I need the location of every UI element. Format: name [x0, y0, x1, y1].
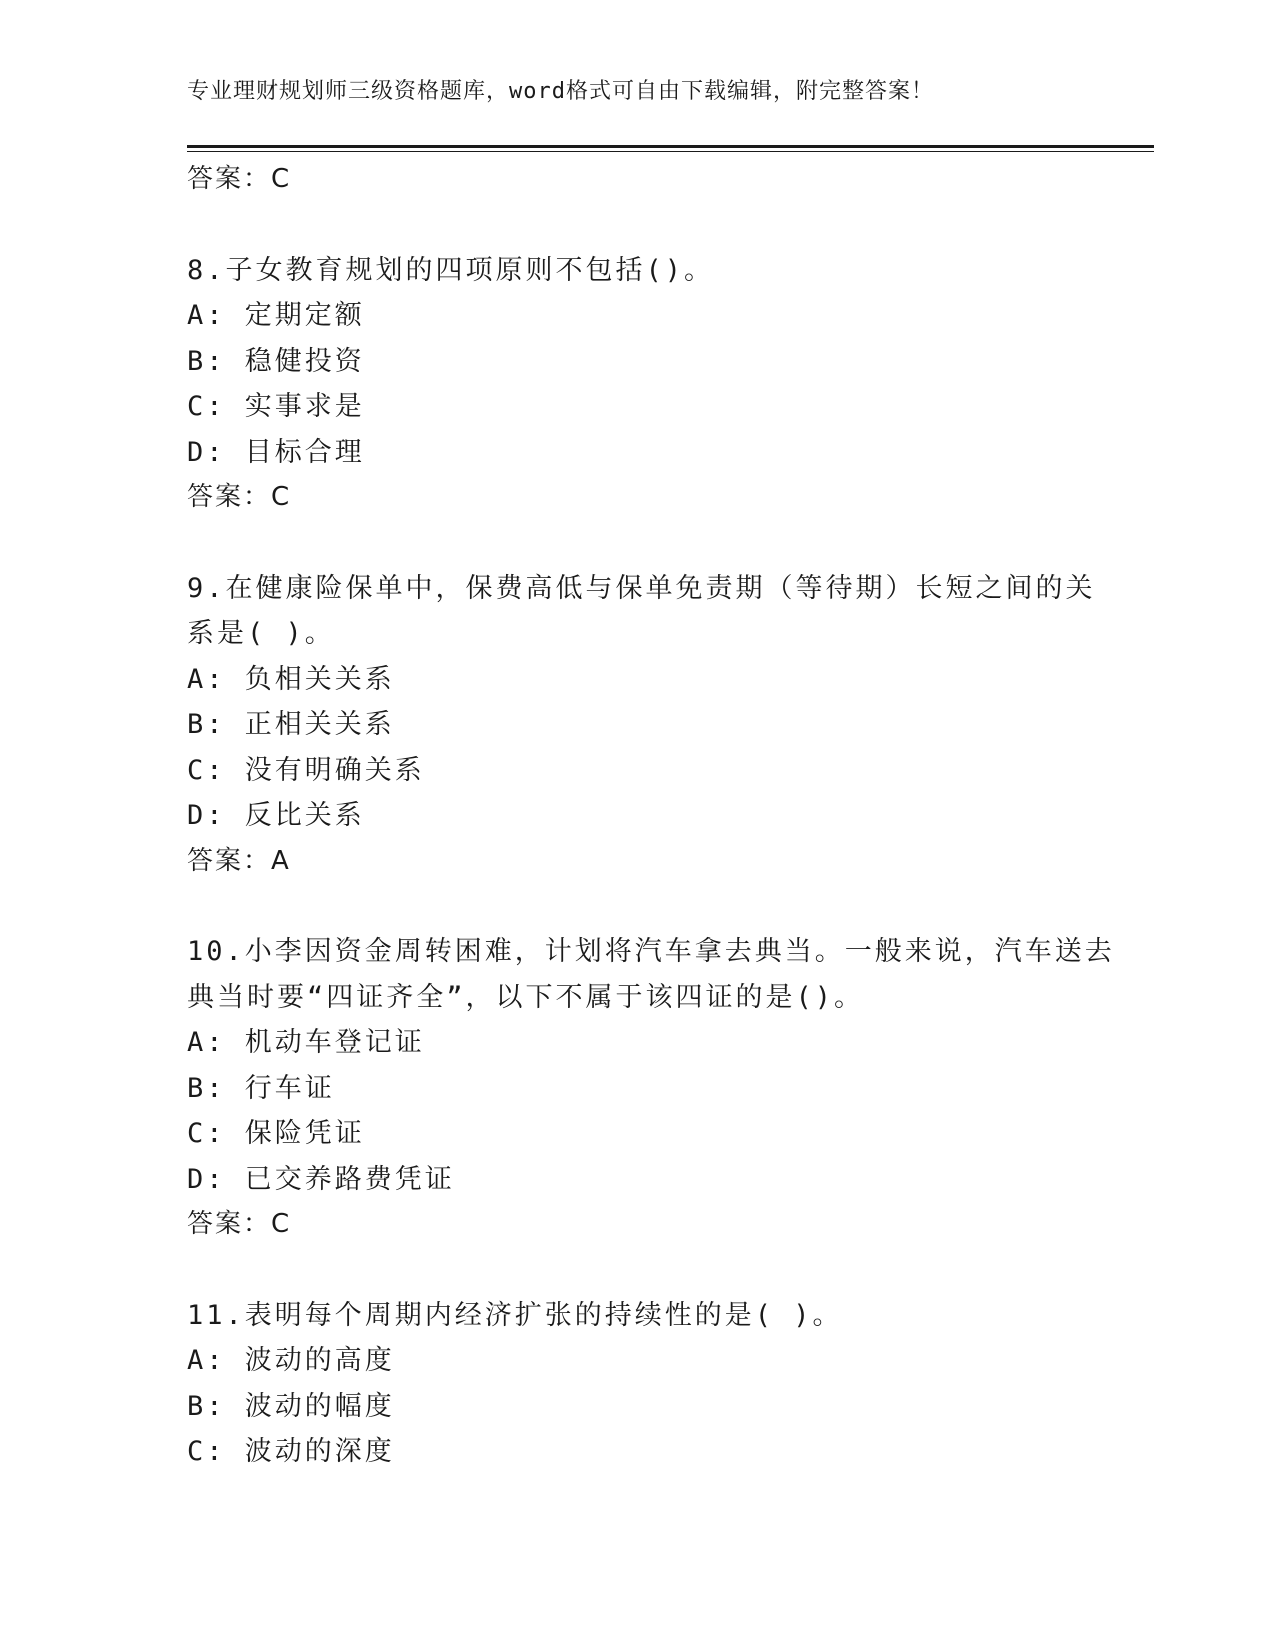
question-stem: 11.表明每个周期内经济扩张的持续性的是( )。: [187, 1299, 843, 1331]
option-a: A: 定期定额: [187, 300, 365, 331]
question-11: [187, 1293, 1087, 1475]
question-stem: 8.子女教育规划的四项原则不包括()。: [187, 254, 715, 286]
question-9: [187, 566, 1096, 885]
option-c: C: 保险凭证: [187, 1118, 365, 1149]
option-d: D: 反比关系: [187, 800, 365, 831]
spacer: [187, 1248, 1087, 1293]
option-c: C: 波动的深度: [187, 1436, 395, 1467]
option-b: B: 波动的幅度: [187, 1390, 395, 1422]
option-a: A: 负相关关系: [187, 663, 395, 695]
option-b: B: 正相关关系: [187, 709, 395, 740]
question-stem-continued: 系是( )。: [187, 618, 335, 649]
option-b: B: 行车证: [187, 1072, 335, 1104]
option-a: A: 机动车登记证: [187, 1027, 425, 1058]
option-c: C: 没有明确关系: [187, 754, 425, 786]
answer-line: 答案：C: [187, 482, 292, 512]
header-rule-thin: [187, 151, 1154, 152]
question-stem: 9.在健康险保单中，保费高低与保单免责期（等待期）长短之间的关: [187, 572, 1096, 604]
spacer: [187, 884, 1087, 929]
question-stem-continued: 典当时要“四证齐全”，以下不属于该四证的是()。: [187, 981, 865, 1013]
answer-line: 答案：C: [187, 164, 292, 194]
page-header: 专业理财规划师三级资格题库，word格式可自由下载编辑，附完整答案！: [187, 79, 934, 104]
header-rule-thick: [187, 145, 1154, 148]
question-10: [187, 929, 1115, 1248]
option-c: C: 实事求是: [187, 391, 365, 422]
spacer: [187, 203, 1087, 248]
option-d: D: 目标合理: [187, 436, 365, 468]
option-b: B: 稳健投资: [187, 345, 365, 377]
question-list: [187, 157, 1115, 1475]
spacer: [187, 521, 1087, 566]
question-stem: 10.小李因资金周转困难，计划将汽车拿去典当。一般来说，汽车送去: [187, 936, 1115, 967]
question-8: [187, 248, 1087, 521]
answer-line: 答案：C: [187, 1209, 292, 1239]
option-d: D: 已交养路费凭证: [187, 1163, 455, 1195]
option-a: A: 波动的高度: [187, 1345, 395, 1376]
answer-line: 答案：A: [187, 845, 291, 876]
